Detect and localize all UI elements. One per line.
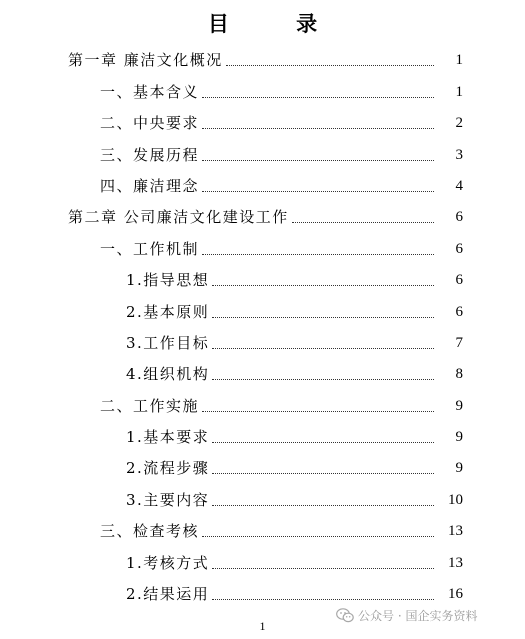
toc-entry-label: 1.考核方式 — [126, 553, 210, 572]
toc-entry-page: 8 — [455, 366, 463, 383]
toc-leader-dots — [202, 160, 434, 161]
toc-leader-dots — [202, 411, 434, 412]
toc-entry-page: 10 — [448, 491, 463, 508]
toc-entry-page: 13 — [448, 523, 463, 540]
toc-entry[interactable] — [0, 515, 525, 546]
toc-entry[interactable] — [0, 358, 525, 389]
toc-leader-dots — [202, 97, 434, 98]
toc-entry-page: 1 — [455, 83, 463, 100]
toc-entry-label: 1.基本要求 — [126, 428, 210, 447]
toc-leader-dots — [212, 348, 434, 349]
toc-leader-dots — [226, 65, 434, 66]
toc-entry[interactable] — [0, 452, 525, 483]
toc-entry[interactable] — [0, 295, 525, 326]
toc-entry-page: 7 — [455, 334, 463, 351]
toc-entry[interactable] — [0, 232, 525, 263]
toc-entry-page: 16 — [448, 586, 463, 603]
toc-leader-dots — [292, 222, 434, 223]
toc-entry[interactable] — [0, 138, 525, 169]
toc-entry-label: 三、发展历程 — [100, 145, 200, 164]
toc-leader-dots — [212, 379, 434, 380]
toc-entry-page: 13 — [448, 554, 463, 571]
toc-leader-dots — [212, 285, 434, 286]
toc-entry[interactable] — [0, 389, 525, 420]
toc-entry-page: 9 — [455, 460, 463, 477]
toc-entry-label: 2.基本原则 — [126, 302, 210, 321]
toc-entry-label: 4.组织机构 — [126, 365, 210, 384]
toc-entry[interactable] — [0, 107, 525, 138]
toc-entry-page: 3 — [455, 146, 463, 163]
toc-entry-page: 4 — [455, 177, 463, 194]
toc-leader-dots — [212, 568, 434, 569]
toc-leader-dots — [212, 599, 434, 600]
toc-entry-label: 1.指导思想 — [126, 271, 210, 290]
watermark — [336, 607, 477, 624]
toc-entry-label: 3.工作目标 — [126, 333, 210, 352]
toc-entry-page: 6 — [455, 240, 463, 257]
toc-entry-page: 1 — [455, 52, 463, 69]
toc-entry-label: 一、基本含义 — [100, 82, 200, 101]
page-title: 目 录 — [207, 12, 348, 36]
toc-entry-page: 9 — [455, 397, 463, 414]
toc-leader-dots — [212, 473, 434, 474]
toc-leader-dots — [202, 254, 434, 255]
toc-entry-label: 二、工作实施 — [100, 396, 200, 415]
toc-entry-label: 一、工作机制 — [100, 239, 200, 258]
toc-entry-page: 6 — [455, 303, 463, 320]
toc-entry-label: 2.结果运用 — [126, 585, 210, 604]
toc-leader-dots — [212, 442, 434, 443]
toc-entry[interactable] — [0, 578, 525, 609]
toc-entry-page: 6 — [455, 209, 463, 226]
toc-entry[interactable] — [0, 75, 525, 106]
table-of-contents — [0, 44, 525, 609]
toc-entry[interactable] — [0, 264, 525, 295]
toc-entry-page: 6 — [455, 272, 463, 289]
wechat-icon — [336, 608, 354, 623]
toc-entry-page: 2 — [455, 115, 463, 132]
toc-entry-label: 四、廉洁理念 — [100, 176, 200, 195]
toc-entry[interactable] — [0, 327, 525, 358]
toc-entry[interactable] — [0, 421, 525, 452]
toc-entry[interactable] — [0, 483, 525, 514]
toc-leader-dots — [202, 191, 434, 192]
toc-entry[interactable] — [0, 44, 525, 75]
page-number: 1 — [259, 619, 266, 633]
toc-leader-dots — [202, 128, 434, 129]
toc-entry-label: 第一章 廉洁文化概况 — [68, 51, 223, 70]
toc-leader-dots — [202, 536, 434, 537]
toc-entry-label: 3.主要内容 — [126, 490, 210, 509]
toc-leader-dots — [212, 505, 434, 506]
toc-entry-label: 三、检查考核 — [100, 522, 200, 541]
toc-entry[interactable] — [0, 201, 525, 232]
watermark-text: 公众号 · 国企实务资料 — [358, 609, 478, 623]
toc-entry-label: 2.流程步骤 — [126, 459, 210, 478]
toc-entry[interactable] — [0, 546, 525, 577]
toc-entry-page: 9 — [455, 429, 463, 446]
toc-entry-label: 第二章 公司廉洁文化建设工作 — [68, 208, 289, 227]
toc-entry[interactable] — [0, 170, 525, 201]
toc-leader-dots — [212, 317, 434, 318]
toc-entry-label: 二、中央要求 — [100, 114, 200, 133]
